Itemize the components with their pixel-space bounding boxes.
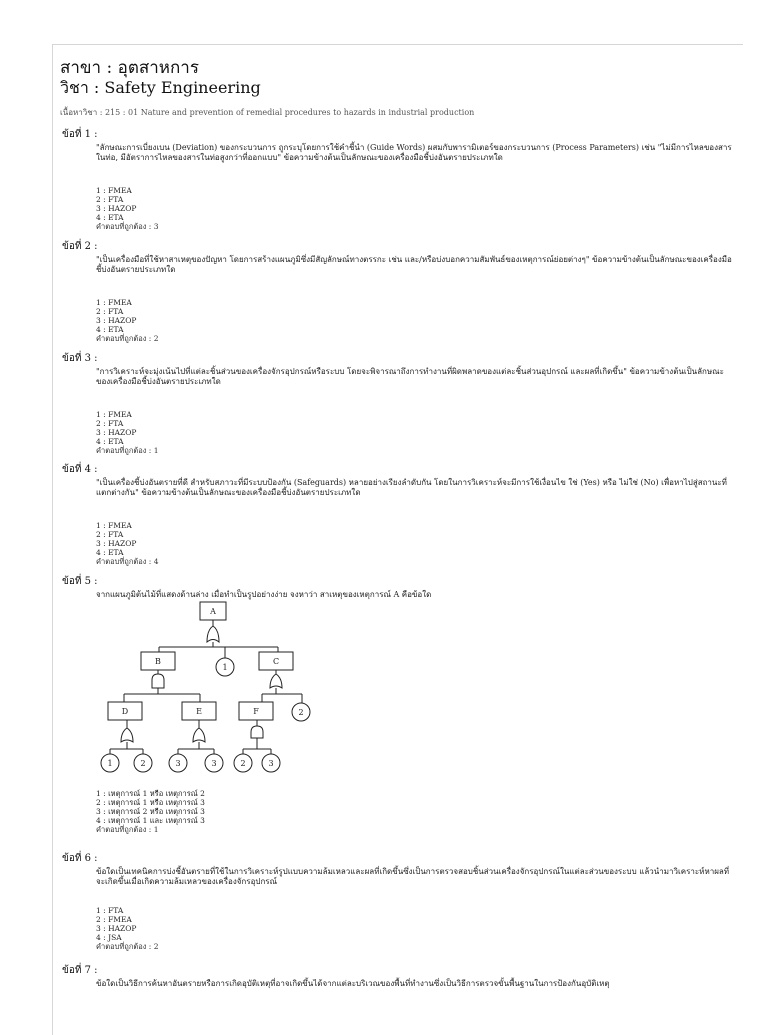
question-text: "เป็นเครื่องมือที่ใช้หาสาเหตุของปัญหา โดยการสร้างแผนภูมิซึ่งมีสัญลักษณ์ทางตรรกะ เช่น และ/หรือบ่งบอกความสัมพันธ์ของเหตุการณ์ย่อยต่างๆ" ข้อความข้างต้นเป็นลักษณะของเครื่องมือชี้บ่งอันตรายประเภทใด: [96, 254, 732, 274]
correct-answer: คำตอบที่ถูกต้อง : 3: [96, 221, 159, 231]
option: 4 : เหตุการณ์ 1 และ เหตุการณ์ 3: [96, 816, 205, 825]
question-label: ข้อที่ 1 :: [62, 129, 98, 140]
question-7: [62, 966, 732, 989]
question-1: [62, 130, 732, 231]
basic-event-label: 2: [240, 759, 246, 768]
options-list: [96, 906, 732, 951]
question-2: [62, 242, 732, 343]
option: 2 : FTA: [96, 418, 124, 428]
basic-event-label: 2: [140, 759, 146, 768]
page-header: [60, 58, 474, 119]
option: 2 : FTA: [96, 306, 124, 316]
question-6: [62, 854, 732, 951]
event-label-c: C: [272, 657, 280, 666]
correct-answer: คำตอบที่ถูกต้อง : 4: [96, 556, 159, 566]
question-text: จากแผนภูมิต้นไม้ที่แสดงด้านล่าง เมื่อทำเป็นรูปอย่างง่าย จงหาว่า สาเหตุของเหตุการณ์ A คือข้อใด: [96, 589, 432, 599]
option: 1 : FMEA: [96, 297, 132, 307]
event-label-e: E: [196, 707, 202, 716]
question-text: "การวิเคราะห์จะมุ่งเน้นไปที่แต่ละชิ้นส่วนของเครื่องจักรอุปกรณ์หรือระบบ โดยจะพิจารณาถึงการทำงานที่ผิดพลาดของแต่ละชิ้นส่วนอุปกรณ์ และผลที่เกิดขึ้น" ข้อความข้างต้นเป็นลักษณะของเครื่องมือชี้บ่งอันตรายประเภทใด: [96, 366, 724, 386]
question-5-options: [62, 789, 732, 834]
question-5: [62, 577, 732, 600]
correct-answer: คำตอบที่ถูกต้อง : 2: [96, 941, 159, 951]
subject-line: วิชา : Safety Engineering: [60, 78, 261, 97]
question-label: ข้อที่ 7 :: [62, 965, 98, 976]
option: 3 : HAZOP: [96, 538, 137, 548]
option: 1 : FMEA: [96, 185, 132, 195]
option: 3 : เหตุการณ์ 2 หรือ เหตุการณ์ 3: [96, 807, 205, 816]
field-line: สาขา : อุตสาหการ: [60, 58, 199, 78]
option: 2 : FTA: [96, 194, 124, 204]
option: 4 : ETA: [96, 324, 124, 334]
option: 3 : HAZOP: [96, 923, 137, 933]
or-gate: [207, 626, 219, 642]
basic-event-label: 3: [268, 759, 274, 768]
question-label: ข้อที่ 2 :: [62, 241, 98, 252]
or-gate: [193, 728, 205, 742]
and-gate: [251, 726, 263, 738]
basic-event-label: 3: [211, 759, 217, 768]
question-text: ข้อใดเป็นวิธีการค้นหาอันตรายหรือการเกิดอุบัติเหตุที่อาจเกิดขึ้นได้จากแต่ละบริเวณของพื้นที่ทำงานซึ่งเป็นวิธีการตรวจขั้นพื้นฐานในการป้องกันอุบัติเหตุ: [96, 978, 610, 988]
option: 1 : FMEA: [96, 520, 132, 530]
question-text: ข้อใดเป็นเทคนิคการบ่งชี้อันตรายที่ใช้ในการวิเคราะห์รูปแบบความล้มเหลวและผลที่เกิดขึ้นซึ่งเป็นการตรวจสอบชิ้นส่วนเครื่องจักรอุปกรณ์ในแต่ละส่วนของระบบ แล้วนำมาวิเคราะห์หาผลที่จะเกิดขึ้นเมื่อเกิดความล้มเหลวของเครื่องจักรอุปกรณ์: [96, 866, 730, 886]
option: 3 : HAZOP: [96, 203, 137, 213]
question-4: [62, 465, 732, 566]
options-list: [96, 410, 732, 455]
event-label-a: A: [210, 607, 216, 616]
question-3: [62, 354, 732, 455]
event-label-d: D: [121, 707, 129, 716]
question-label: ข้อที่ 5 :: [62, 576, 98, 587]
correct-answer: คำตอบที่ถูกต้อง : 2: [96, 333, 159, 343]
topic-line: เนื้อหาวิชา : 215 : 01 Nature and prevention of remedial procedures to hazards in industrial production: [60, 108, 475, 117]
option: 3 : HAZOP: [96, 427, 137, 437]
basic-event-label: 2: [298, 708, 304, 717]
question-text: "ลักษณะการเบี่ยงเบน (Deviation) ของกระบวนการ ถูกระบุโดยการใช้คำชี้นำ (Guide Words) ผสมกับพารามิเตอร์ของกระบวนการ (Process Parameters) เช่น "ไม่มีการไหลของสารในท่อ, มีอัตราการไหลของสารในท่อสูงกว่าที่ออกแบบ" ข้อความข้างต้นเป็นลักษณะของเครื่องมือชี้บ่งอันตรายประเภทใด: [96, 142, 732, 162]
event-label-f: F: [253, 707, 259, 716]
question-label: ข้อที่ 6 :: [62, 853, 98, 864]
option: 1 : FMEA: [96, 409, 132, 419]
option: 2 : เหตุการณ์ 1 หรือ เหตุการณ์ 3: [96, 798, 205, 807]
options-list: [96, 789, 732, 834]
question-label: ข้อที่ 4 :: [62, 464, 98, 475]
correct-answer: คำตอบที่ถูกต้อง : 1: [96, 445, 159, 455]
basic-event-label: 1: [107, 759, 113, 768]
options-list: [96, 298, 732, 343]
basic-event-label: 1: [222, 663, 228, 672]
option: 2 : FMEA: [96, 914, 132, 924]
options-list: [96, 186, 732, 231]
option: 1 : FTA: [96, 905, 124, 915]
option: 4 : ETA: [96, 547, 124, 557]
question-text: "เป็นเครื่องชี้บ่งอันตรายที่ดี สำหรับสภาวะที่มีระบบป้องกัน (Safeguards) หลายอย่างเรียงลำดับกัน โดยในการวิเคราะห์จะมีการใช้เงื่อนไข ใช่ (Yes) หรือ ไม่ใช่ (No) เพื่อหาไปสู่สถานะที่แตกต่างกัน" ข้อความข้างต้นเป็นลักษณะของเครื่องมือชี้บ่งอันตรายประเภทใด: [96, 477, 727, 497]
event-label-b: B: [155, 657, 161, 666]
option: 2 : FTA: [96, 529, 124, 539]
or-gate: [270, 674, 282, 688]
option: 4 : ETA: [96, 436, 124, 446]
or-gate: [121, 728, 133, 742]
option: 3 : HAZOP: [96, 315, 137, 325]
options-list: [96, 521, 732, 566]
correct-answer: คำตอบที่ถูกต้อง : 1: [96, 825, 159, 834]
option: 4 : JSA: [96, 932, 122, 942]
question-label: ข้อที่ 3 :: [62, 353, 98, 364]
and-gate: [152, 674, 164, 688]
option: 1 : เหตุการณ์ 1 หรือ เหตุการณ์ 2: [96, 789, 205, 798]
option: 4 : ETA: [96, 212, 124, 222]
fault-tree-diagram: [96, 598, 326, 780]
basic-event-label: 3: [175, 759, 181, 768]
